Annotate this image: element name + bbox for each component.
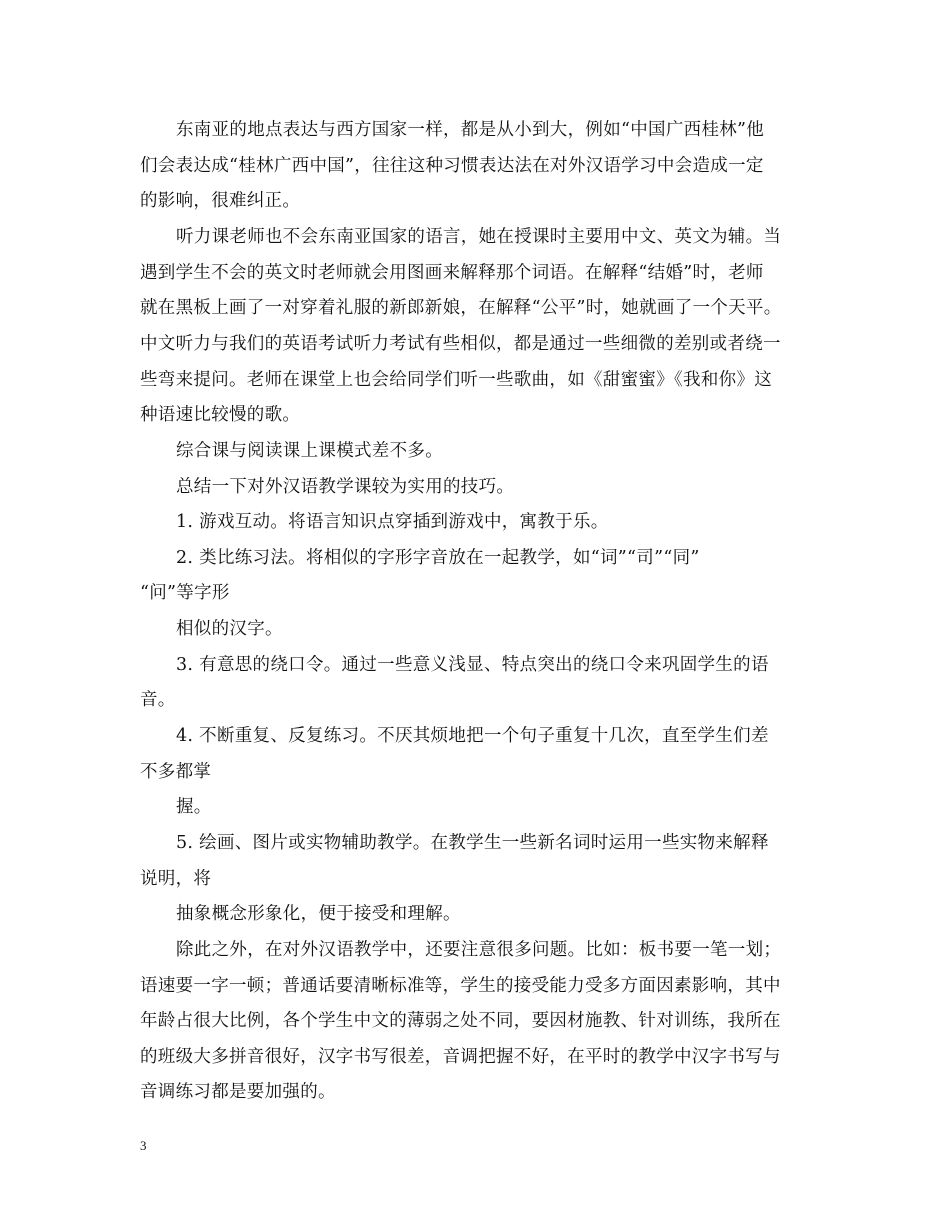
text-line: 种语速比较慢的歌。 — [140, 405, 301, 425]
text-line: 遇到学生不会的英文时老师就会用图画来解释那个词语。在解释“结婚”时，老师 — [140, 263, 764, 283]
text-line: 总结一下对外汉语教学课较为实用的技巧。 — [176, 477, 515, 497]
text-line: 4. 不断重复、反复练习。不厌其烦地把一个句子重复十几次，直至学生们差 — [176, 726, 769, 746]
text-line: 不多都掌 — [140, 762, 212, 782]
text-line: 5. 绘画、图片或实物辅助教学。在教学生一些新名词时运用一些实物来解释 — [176, 833, 769, 853]
text-line: 说明，将 — [140, 869, 212, 889]
text-line: 就在黑板上画了一对穿着礼服的新郎新娘，在解释“公平”时，她就画了一个天平。 — [140, 298, 782, 318]
text-line: 的影响，很难纠正。 — [140, 191, 301, 211]
text-line: 些弯来提问。老师在课堂上也会给同学们听一些歌曲，如《甜蜜蜜》《我和你》这 — [140, 370, 773, 390]
text-line: 们会表达成“桂林广西中国”，往往这种习惯表达法在对外汉语学习中会造成一定 — [140, 156, 764, 176]
text-line: 年龄占很大比例，各个学生中文的薄弱之处不同，要因材施教、针对训练，我所在 — [140, 1011, 781, 1031]
text-line: 1. 游戏互动。将语言知识点穿插到游戏中，寓教于乐。 — [176, 512, 609, 532]
text-line: 的班级大多拼音很好，汉字书写很差，音调把握不好，在平时的教学中汉字书写与 — [140, 1047, 781, 1067]
text-line: 握。 — [176, 797, 212, 817]
text-line: 音调练习都是要加强的。 — [140, 1082, 336, 1102]
text-line: 综合课与阅读课上课模式差不多。 — [176, 441, 443, 461]
text-line: 相似的汉字。 — [176, 619, 283, 639]
text-line: 抽象概念形象化，便于接受和理解。 — [176, 904, 461, 924]
text-line: 东南亚的地点表达与西方国家一样，都是从小到大，例如“中国广西桂林”他 — [176, 120, 765, 140]
text-line: 语速要一字一顿；普通话要清晰标准等，学生的接受能力受多方面因素影响，其中 — [140, 976, 781, 996]
text-line: 3. 有意思的绕口令。通过一些意义浅显、特点突出的绕口令来巩固学生的语 — [176, 655, 769, 675]
text-line: 中文听力与我们的英语考试听力考试有些相似，都是通过一些细微的差别或者绕一 — [140, 334, 781, 354]
text-line: “问”等字形 — [140, 583, 230, 603]
page-number: 3 — [140, 1138, 147, 1153]
text-line: 音。 — [140, 690, 176, 710]
text-line: 2. 类比练习法。将相似的字形字音放在一起教学，如“词”“司”“同” — [176, 548, 700, 568]
text-line: 听力课老师也不会东南亚国家的语言，她在授课时主要用中文、英文为辅。当 — [176, 227, 782, 247]
text-line: 除此之外，在对外汉语教学中，还要注意很多问题。比如：板书要一笔一划； — [176, 940, 782, 960]
